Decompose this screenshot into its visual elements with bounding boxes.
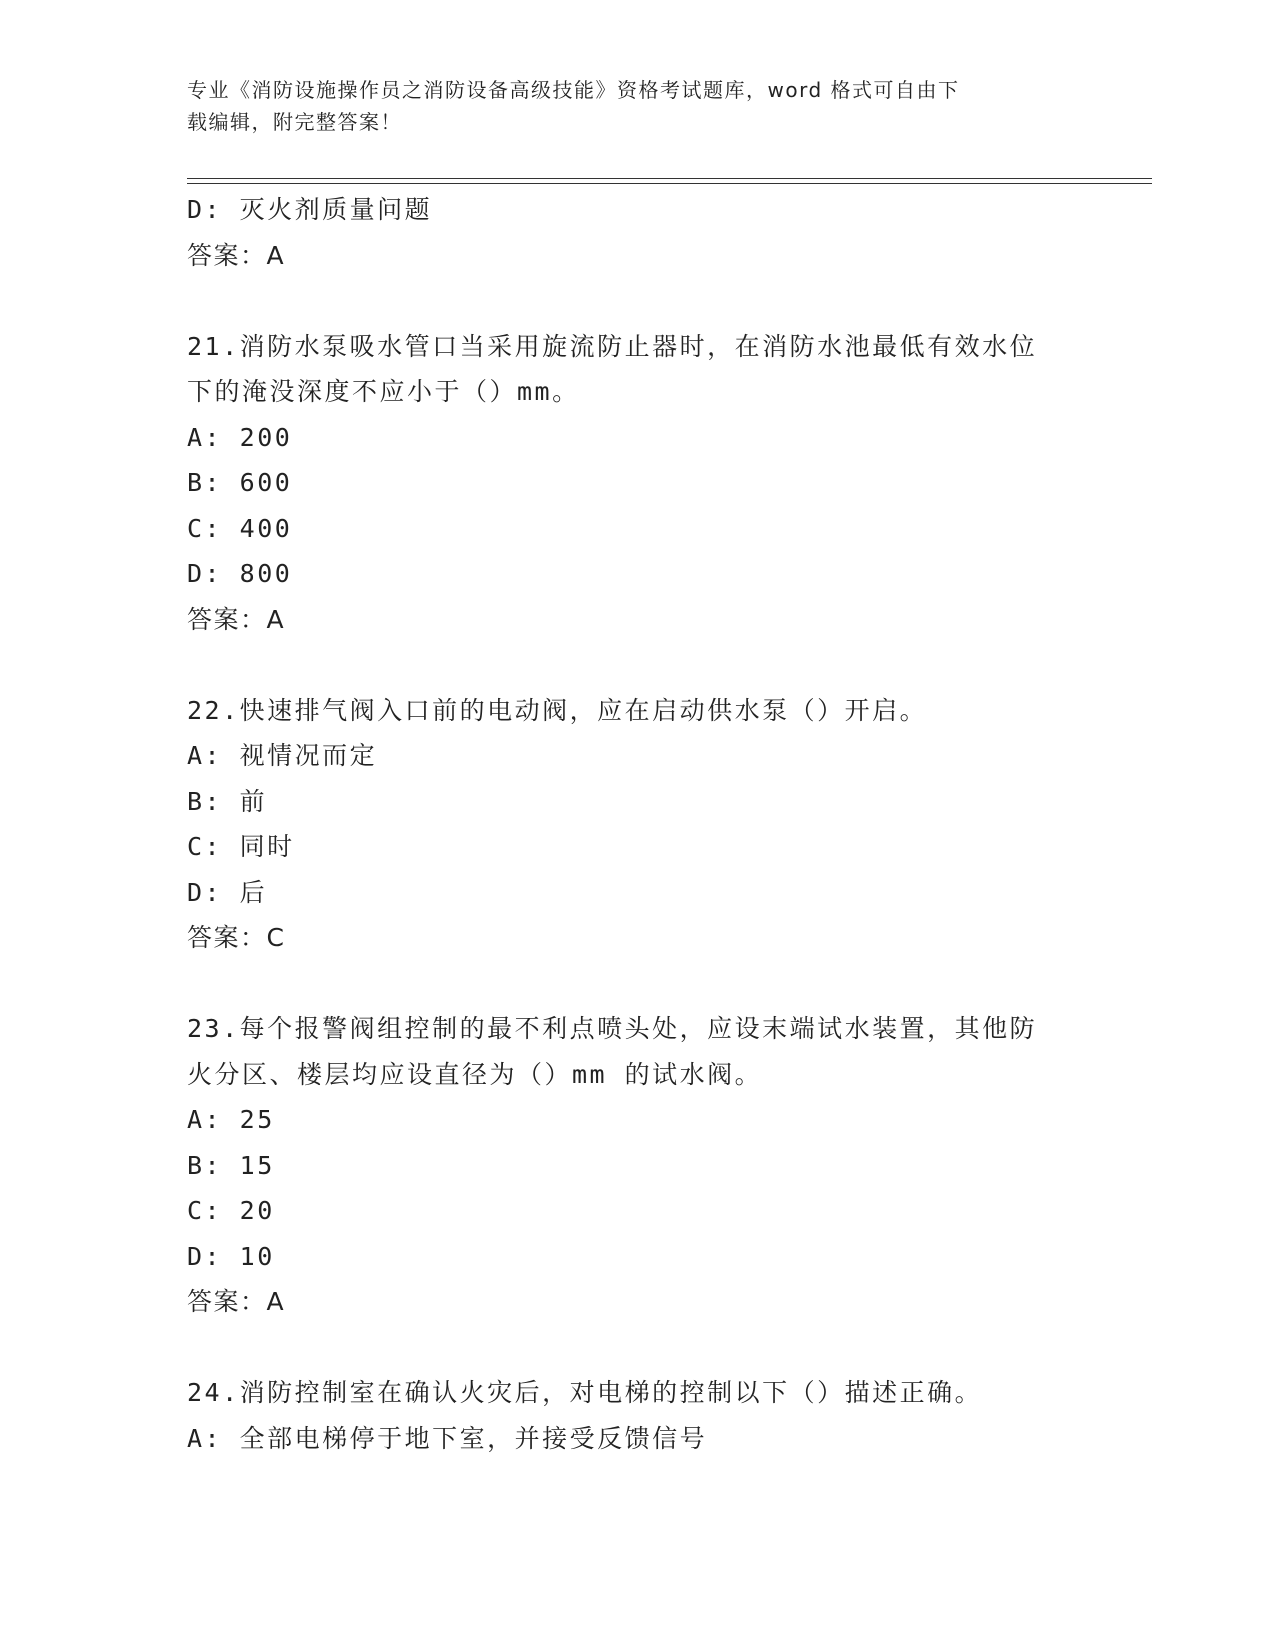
question-24 xyxy=(187,1370,1087,1461)
question-stem-line-1: 21.消防水泵吸水管口当采用旋流防止器时，在消防水池最低有效水位 xyxy=(187,331,1038,361)
spacer xyxy=(187,278,1087,324)
spacer xyxy=(187,961,1087,1007)
option-b: B: 15 xyxy=(187,1150,275,1180)
question-21 xyxy=(187,324,1087,643)
answer-line: 答案：A xyxy=(187,240,286,270)
previous-question-tail xyxy=(187,187,1087,278)
question-stem-line-1: 23.每个报警阀组控制的最不利点喷头处，应设末端试水装置，其他防 xyxy=(187,1014,1038,1043)
option-a: A: 200 xyxy=(187,422,293,452)
header-divider-top xyxy=(187,178,1152,179)
answer-line: 答案：C xyxy=(187,923,286,952)
document-header xyxy=(187,74,1087,138)
option-c: C: 20 xyxy=(187,1196,275,1225)
question-list xyxy=(187,187,1087,1461)
question-stem-line-1: 22.快速排气阀入口前的电动阀，应在启动供水泵（）开启。 xyxy=(187,695,928,725)
option-a: A: 全部电梯停于地下室，并接受反馈信号 xyxy=(187,1423,708,1453)
question-stem-line-1: 24.消防控制室在确认火灾后，对电梯的控制以下（）描述正确。 xyxy=(187,1378,983,1407)
spacer xyxy=(187,1325,1087,1371)
option-a: A: 25 xyxy=(187,1105,275,1134)
header-divider-bottom xyxy=(187,183,1152,184)
option-c: C: 400 xyxy=(187,513,293,543)
option-d: D: 800 xyxy=(187,559,293,588)
question-stem-line-2: 火分区、楼层均应设直径为（）mm 的试水阀。 xyxy=(187,1059,763,1089)
spacer xyxy=(187,642,1087,688)
option-b: B: 前 xyxy=(187,786,268,816)
question-22 xyxy=(187,688,1087,961)
option-b: B: 600 xyxy=(187,468,293,497)
header-line-2: 载编辑，附完整答案！ xyxy=(187,110,402,134)
option-a: A: 视情况而定 xyxy=(187,741,378,770)
question-23 xyxy=(187,1006,1087,1325)
answer-line: 答案：A xyxy=(187,604,286,634)
option-d: D: 10 xyxy=(187,1241,275,1271)
option-d: D: 灭火剂质量问题 xyxy=(187,195,433,224)
option-d: D: 后 xyxy=(187,877,268,907)
answer-line: 答案：A xyxy=(187,1287,286,1316)
header-line-1: 专业《消防设施操作员之消防设备高级技能》资格考试题库，word 格式可自由下 xyxy=(187,78,960,102)
question-stem-line-2: 下的淹没深度不应小于（）mm。 xyxy=(187,377,580,406)
option-c: C: 同时 xyxy=(187,832,295,861)
